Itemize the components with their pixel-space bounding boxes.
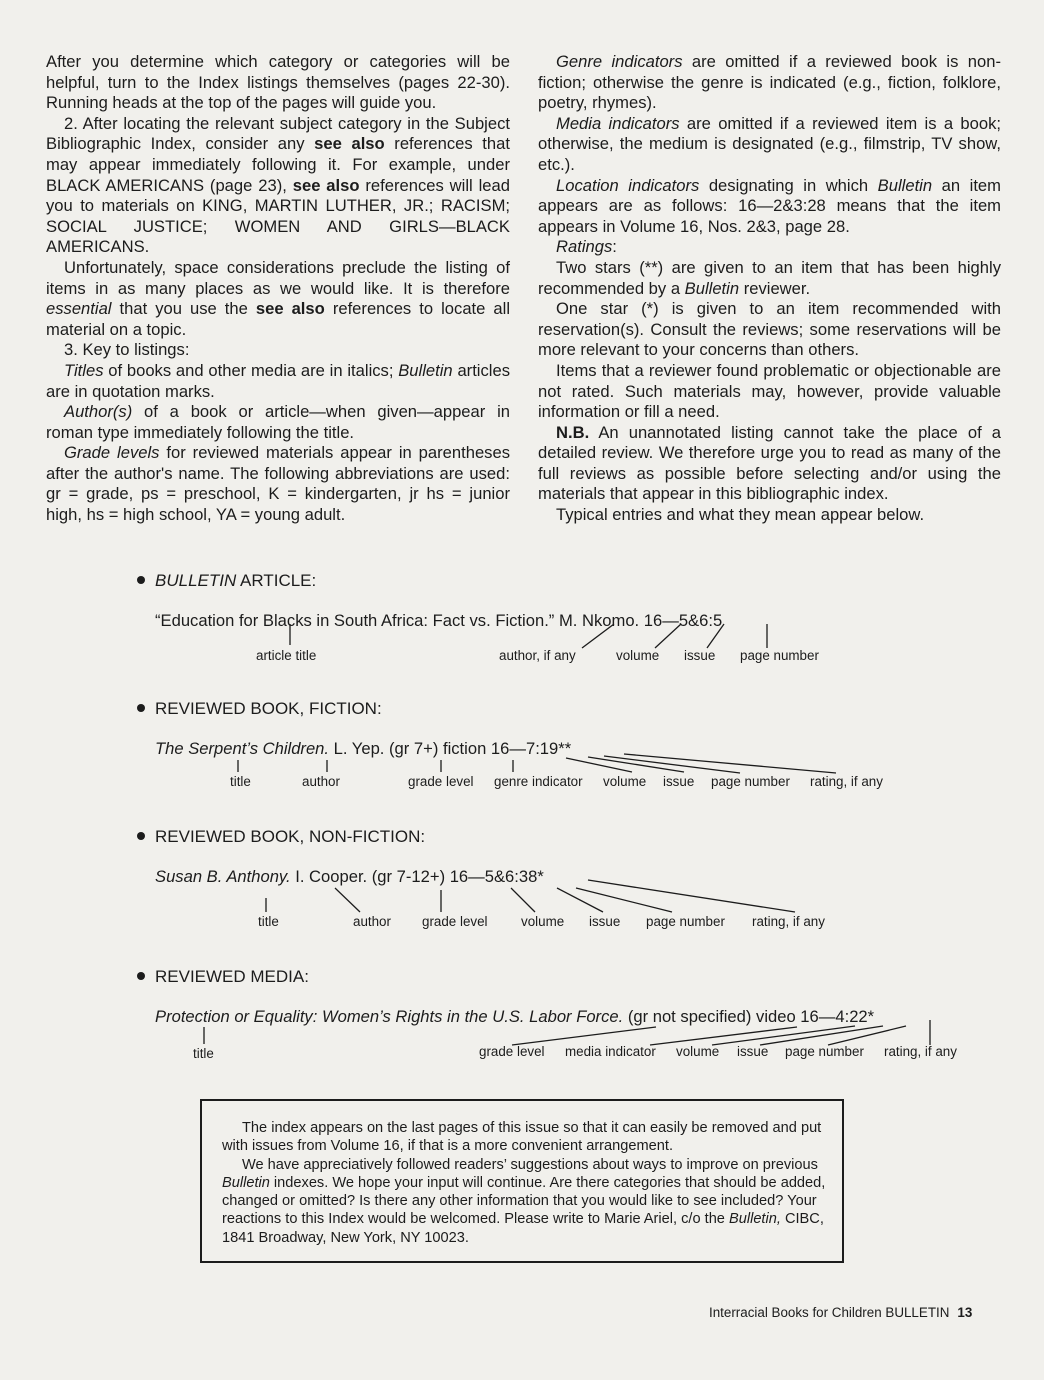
right-paragraph-2: Media indicators are omitted if a reviewed item is a book; otherwise, the medium is designated (e.g., filmstrip, TV show, etc.). bbox=[538, 113, 1001, 174]
article-label-author: author, if any bbox=[499, 648, 576, 663]
article-label-issue: issue bbox=[684, 648, 716, 663]
right-paragraph-4: Ratings: bbox=[556, 237, 617, 257]
left-paragraph-4: 3. Key to listings: bbox=[64, 340, 190, 360]
fiction-label-author: author bbox=[302, 774, 340, 789]
left-paragraph-2: 2. After locating the relevant subject category in the Subject Bibliographic Index, consider any see also references that may appear immediately following it. For example, under BLACK AMERICANS (page 23), see also references will lead you to materials on KING, MARTIN LUTHER, JR.; RACISM; SOCIAL JUSTICE; WOMEN AND GIRLS—BLACK AMERICANS. bbox=[46, 113, 510, 257]
nonfiction-author-pointer bbox=[335, 888, 360, 912]
left-paragraph-6: Author(s) of a book or article—when given—appear in roman type immediately following the title. bbox=[46, 402, 510, 442]
media-label-volume: volume bbox=[676, 1044, 720, 1059]
bullet-dot-icon bbox=[137, 972, 145, 980]
page-footer bbox=[709, 1305, 972, 1320]
right-paragraph-3: Location indicators designating in which Bulletin an item appears are as follows: 16—2&3:28 means that the item appears in Volume 16, Nos. 2&3, page 28. bbox=[538, 175, 1001, 236]
article-label-title: article title bbox=[256, 648, 317, 663]
media-entry: Protection or Equality: Women’s Rights in the U.S. Labor Force. (gr not specified) video 16—4:22* bbox=[155, 1007, 875, 1026]
media-label-rating: rating, if any bbox=[884, 1044, 957, 1059]
fiction-label-issue: issue bbox=[663, 774, 695, 789]
nonfiction-rating-pointer bbox=[588, 880, 795, 912]
bullet-dot-icon bbox=[137, 832, 145, 840]
fiction-heading: REVIEWED BOOK, FICTION: bbox=[137, 699, 382, 719]
right-paragraph-6: One star (*) is given to an item recommended with reservation(s). Consult the reviews; some reservations will be more relevant to your concerns than others. bbox=[538, 299, 1001, 360]
nonfiction-heading: REVIEWED BOOK, NON-FICTION: bbox=[137, 827, 425, 847]
right-paragraph-5: Two stars (**) are given to an item that has been highly recommended by a Bulletin reviewer. bbox=[538, 257, 1001, 298]
nonfiction-label-rating: rating, if any bbox=[752, 914, 825, 929]
page-number: 13 bbox=[957, 1305, 973, 1320]
fiction-label-genre: genre indicator bbox=[494, 774, 583, 789]
media-grade-pointer bbox=[512, 1027, 656, 1045]
media-label-media-indicator: media indicator bbox=[565, 1044, 656, 1059]
fiction-volume-pointer bbox=[566, 758, 632, 772]
article-entry: “Education for Blacks in South Africa: Fact vs. Fiction.” M. Nkomo. 16—5&6:5 bbox=[155, 611, 723, 630]
article-label-page: page number bbox=[740, 648, 819, 663]
media-label-issue: issue bbox=[737, 1044, 769, 1059]
bullet-dot-icon bbox=[137, 576, 145, 584]
right-paragraph-9: Typical entries and what they mean appear below. bbox=[556, 505, 925, 525]
media-label-page: page number bbox=[785, 1044, 864, 1059]
article-label-volume: volume bbox=[616, 648, 660, 663]
fiction-entry: The Serpent’s Children. L. Yep. (gr 7+) fiction 16—7:19** bbox=[155, 739, 572, 758]
nonfiction-entry: Susan B. Anthony. I. Cooper. (gr 7-12+) 16—5&6:38* bbox=[155, 867, 544, 886]
notice-paragraph-2: We have appreciatively followed readers’ suggestions about ways to improve on previous Bulletin indexes. We hope your input will continue. Are there categories that should be added, changed or omitted? Is there any other information that you would like to see included? Your reactions to this Index would be welcomed. Please write to Marie Ariel, c/o the Bulletin, CIBC, 1841 Broadway, New York, NY 10023. bbox=[222, 1156, 826, 1246]
media-heading: REVIEWED MEDIA: bbox=[137, 967, 309, 987]
media-label-grade: grade level bbox=[479, 1044, 545, 1059]
left-paragraph-7: Grade levels for reviewed materials appear in parentheses after the author's name. The following abbreviations are used: gr = grade, ps = preschool, K = kindergarten, jr hs = junior high, hs = high school, YA = young adult. bbox=[46, 443, 510, 525]
fiction-rating-pointer bbox=[624, 754, 836, 773]
article-heading: BULLETIN ARTICLE: bbox=[137, 571, 316, 591]
left-paragraph-3: Unfortunately, space considerations preclude the listing of items in as many places as we would like. It is therefore essential that you use the see also references to locate all material on a topic. bbox=[46, 257, 511, 339]
right-paragraph-1: Genre indicators are omitted if a reviewed book is non-fiction; otherwise the genre is indicated (e.g., fiction, folklore, poetry, rhymes). bbox=[538, 52, 1001, 113]
bullet-dot-icon bbox=[137, 704, 145, 712]
left-paragraph-1: After you determine which category or categories will be helpful, turn to the Index listings themselves (pages 22-30). Running heads at the top of the pages will guide you. bbox=[46, 52, 510, 113]
right-paragraph-7: Items that a reviewer found problematic or objectionable are not rated. Such materials may, however, provide valuable information or fill a need. bbox=[538, 360, 1001, 422]
notice-paragraph-1: The index appears on the last pages of this issue so that it can easily be removed and put with issues from Volume 16, if that is a more convenient arrangement. bbox=[222, 1120, 822, 1155]
nonfiction-label-volume: volume bbox=[521, 914, 565, 929]
fiction-label-page: page number bbox=[711, 774, 790, 789]
left-paragraph-5: Titles of books and other media are in italics; Bulletin articles are in quotation marks. bbox=[46, 360, 510, 401]
nonfiction-label-issue: issue bbox=[589, 914, 621, 929]
right-paragraph-8: N.B. An unannotated listing cannot take the place of a detailed review. We therefore urge you to read as many of the full reviews as possible before selecting and/or using the materials that appear in this bibliographic index. bbox=[538, 422, 1001, 504]
media-label-title: title bbox=[193, 1046, 214, 1061]
nonfiction-label-title: title bbox=[258, 914, 279, 929]
nonfiction-label-page: page number bbox=[646, 914, 725, 929]
publication-name: Interracial Books for Children BULLETIN bbox=[709, 1305, 950, 1320]
notice-box bbox=[200, 1099, 844, 1263]
fiction-label-rating: rating, if any bbox=[810, 774, 883, 789]
fiction-label-volume: volume bbox=[603, 774, 647, 789]
nonfiction-issue-pointer bbox=[557, 888, 603, 912]
fiction-label-grade: grade level bbox=[408, 774, 474, 789]
nonfiction-volume-pointer bbox=[511, 888, 535, 912]
fiction-label-title: title bbox=[230, 774, 251, 789]
nonfiction-label-author: author bbox=[353, 914, 391, 929]
nonfiction-label-grade: grade level bbox=[422, 914, 488, 929]
nonfiction-page-pointer bbox=[576, 888, 672, 912]
